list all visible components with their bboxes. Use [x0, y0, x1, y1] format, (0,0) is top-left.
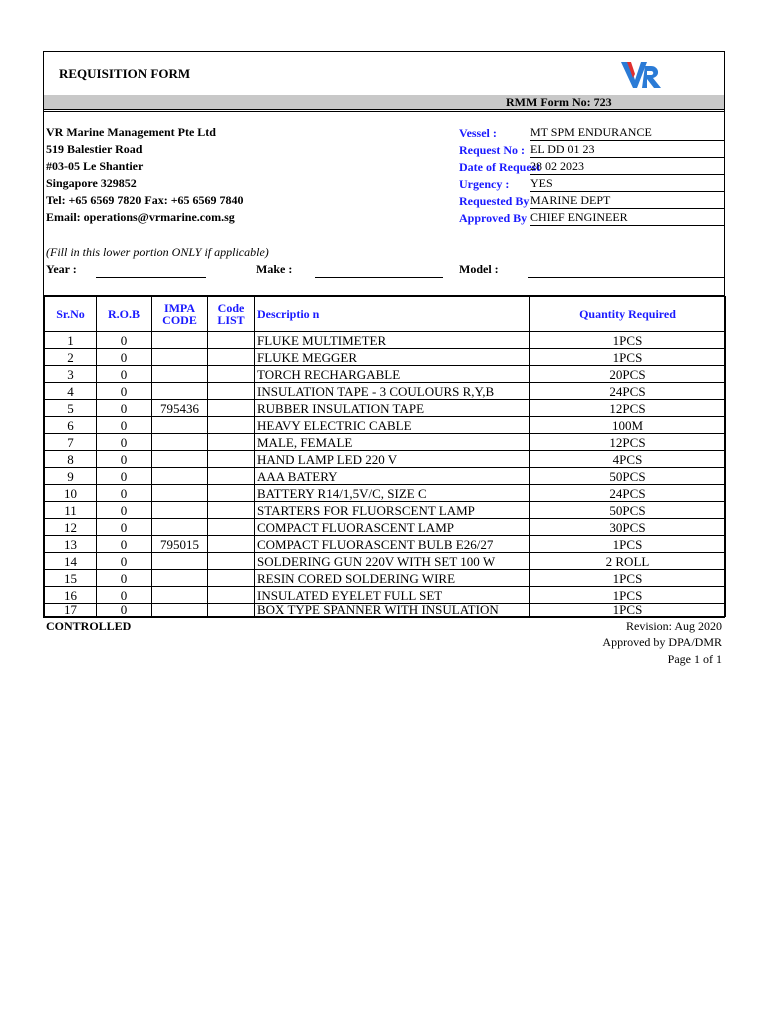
rob-cell: 0 — [97, 434, 152, 451]
description-cell: AAA BATERY — [255, 468, 530, 485]
description-cell: RUBBER INSULATION TAPE — [255, 400, 530, 417]
impa-code-cell — [152, 434, 208, 451]
description-cell: HAND LAMP LED 220 V — [255, 451, 530, 468]
table-row — [45, 570, 726, 587]
sr-no-cell: 5 — [45, 400, 97, 417]
code-list-cell — [208, 332, 255, 349]
controlled-status: CONTROLLED — [46, 619, 132, 633]
quantity-cell: 1PCS — [530, 604, 726, 617]
description-cell: SOLDERING GUN 220V WITH SET 100 W — [255, 553, 530, 570]
approval-text: Approved by DPA/DMR — [602, 635, 722, 649]
table-header-row — [45, 297, 726, 332]
rob-cell: 0 — [97, 502, 152, 519]
table-row — [45, 468, 726, 485]
table-row — [45, 536, 726, 553]
sr-no-cell: 6 — [45, 417, 97, 434]
table-row — [45, 604, 726, 617]
description-cell: STARTERS FOR FLUORSCENT LAMP — [255, 502, 530, 519]
code-list-cell — [208, 519, 255, 536]
table-row — [45, 451, 726, 468]
code-list-cell — [208, 468, 255, 485]
quantity-cell: 24PCS — [530, 485, 726, 502]
table-row — [45, 332, 726, 349]
rob-cell: 0 — [97, 604, 152, 617]
date-value[interactable]: 28 02 2023 — [530, 159, 725, 175]
quantity-cell: 1PCS — [530, 587, 726, 604]
rob-cell: 0 — [97, 536, 152, 553]
rob-cell: 0 — [97, 451, 152, 468]
quantity-cell: 12PCS — [530, 434, 726, 451]
table-row — [45, 519, 726, 536]
form-title: REQUISITION FORM — [59, 66, 191, 81]
impa-code-cell — [152, 485, 208, 502]
page-number: Page 1 of 1 — [667, 652, 722, 666]
table-row — [45, 553, 726, 570]
rob-cell: 0 — [97, 400, 152, 417]
header-impa-code: IMPA CODE — [152, 297, 208, 332]
quantity-cell: 30PCS — [530, 519, 726, 536]
code-list-cell — [208, 417, 255, 434]
code-list-cell — [208, 434, 255, 451]
rob-cell: 0 — [97, 366, 152, 383]
code-list-cell — [208, 553, 255, 570]
requisition-form — [43, 51, 725, 618]
description-cell: TORCH RECHARGABLE — [255, 366, 530, 383]
impa-code-cell — [152, 570, 208, 587]
rob-cell: 0 — [97, 417, 152, 434]
code-list-cell — [208, 349, 255, 366]
sr-no-cell: 4 — [45, 383, 97, 400]
header-rob: R.O.B — [97, 297, 152, 332]
impa-code-cell — [152, 383, 208, 400]
sr-no-cell: 7 — [45, 434, 97, 451]
quantity-cell: 20PCS — [530, 366, 726, 383]
optional-note: (Fill in this lower portion ONLY if applicable) — [46, 245, 269, 259]
description-cell: MALE, FEMALE — [255, 434, 530, 451]
code-list-cell — [208, 451, 255, 468]
sr-no-cell: 1 — [45, 332, 97, 349]
sr-no-cell: 8 — [45, 451, 97, 468]
table-row — [45, 434, 726, 451]
header-code-list: Code LIST — [208, 297, 255, 332]
quantity-cell: 1PCS — [530, 536, 726, 553]
code-list-cell — [208, 366, 255, 383]
code-list-cell — [208, 536, 255, 553]
code-list-cell — [208, 587, 255, 604]
header-sr-no: Sr.No — [45, 297, 97, 332]
sr-no-cell: 13 — [45, 536, 97, 553]
rob-cell: 0 — [97, 332, 152, 349]
rob-cell: 0 — [97, 485, 152, 502]
approved-by-label: Approved By — [459, 211, 528, 225]
description-cell: INSULATED EYELET FULL SET — [255, 587, 530, 604]
header-description: Descriptio n — [255, 297, 530, 332]
description-cell: FLUKE MEGGER — [255, 349, 530, 366]
quantity-cell: 50PCS — [530, 468, 726, 485]
year-field[interactable] — [96, 277, 206, 278]
impa-code-cell — [152, 349, 208, 366]
request-no-label: Request No : — [459, 143, 525, 157]
table-row — [45, 349, 726, 366]
make-label: Make : — [256, 262, 293, 276]
vessel-value[interactable]: MT SPM ENDURANCE — [530, 125, 725, 141]
sr-no-cell: 17 — [45, 604, 97, 617]
sr-no-cell: 10 — [45, 485, 97, 502]
make-field[interactable] — [315, 277, 443, 278]
description-cell: BOX TYPE SPANNER WITH INSULATION — [255, 604, 530, 617]
description-cell: RESIN CORED SOLDERING WIRE — [255, 570, 530, 587]
vessel-label: Vessel : — [459, 126, 497, 140]
company-email: Email: operations@vrmarine.com.sg — [46, 210, 235, 224]
impa-code-cell — [152, 468, 208, 485]
company-phone: Tel: +65 6569 7820 Fax: +65 6569 7840 — [46, 193, 244, 207]
vr-logo-icon — [619, 58, 667, 92]
rob-cell: 0 — [97, 553, 152, 570]
quantity-cell: 4PCS — [530, 451, 726, 468]
table-row — [45, 383, 726, 400]
sr-no-cell: 2 — [45, 349, 97, 366]
quantity-cell: 100M — [530, 417, 726, 434]
rob-cell: 0 — [97, 519, 152, 536]
description-cell: FLUKE MULTIMETER — [255, 332, 530, 349]
impa-code-cell — [152, 366, 208, 383]
impa-code-cell — [152, 332, 208, 349]
table-row — [45, 417, 726, 434]
description-cell: COMPACT FLUORASCENT BULB E26/27 — [255, 536, 530, 553]
year-label: Year : — [46, 262, 77, 276]
requested-by-value[interactable]: MARINE DEPT — [530, 193, 725, 209]
impa-code-cell — [152, 553, 208, 570]
vr-logo — [619, 58, 667, 92]
code-list-cell — [208, 604, 255, 617]
description-cell: INSULATION TAPE - 3 COULOURS R,Y,B — [255, 383, 530, 400]
rob-cell: 0 — [97, 468, 152, 485]
quantity-cell: 1PCS — [530, 332, 726, 349]
impa-code-cell: 795436 — [152, 400, 208, 417]
items-table — [44, 296, 726, 617]
rob-cell: 0 — [97, 587, 152, 604]
impa-code-cell — [152, 519, 208, 536]
quantity-cell: 12PCS — [530, 400, 726, 417]
company-address-3: Singapore 329852 — [46, 176, 137, 190]
table-row — [45, 400, 726, 417]
table-row — [45, 502, 726, 519]
divider — [44, 109, 724, 110]
model-field[interactable] — [528, 277, 724, 278]
table-row — [45, 587, 726, 604]
impa-code-cell — [152, 417, 208, 434]
sr-no-cell: 12 — [45, 519, 97, 536]
impa-code-cell — [152, 587, 208, 604]
impa-code-cell — [152, 604, 208, 617]
company-address-2: #03-05 Le Shantier — [46, 159, 144, 173]
sr-no-cell: 16 — [45, 587, 97, 604]
description-cell: COMPACT FLUORASCENT LAMP — [255, 519, 530, 536]
rob-cell: 0 — [97, 349, 152, 366]
impa-code-cell — [152, 502, 208, 519]
code-list-cell — [208, 570, 255, 587]
revision-text: Revision: Aug 2020 — [625, 619, 722, 633]
rob-cell: 0 — [97, 570, 152, 587]
request-no-value[interactable]: EL DD 01 23 — [530, 142, 725, 158]
urgency-label: Urgency : — [459, 177, 510, 191]
sr-no-cell: 9 — [45, 468, 97, 485]
code-list-cell — [208, 383, 255, 400]
description-cell: HEAVY ELECTRIC CABLE — [255, 417, 530, 434]
code-list-cell — [208, 502, 255, 519]
urgency-value[interactable]: YES — [530, 176, 725, 192]
rob-cell: 0 — [97, 383, 152, 400]
code-list-cell — [208, 400, 255, 417]
divider — [44, 111, 724, 112]
model-label: Model : — [459, 262, 499, 276]
sr-no-cell: 14 — [45, 553, 97, 570]
code-list-cell — [208, 485, 255, 502]
form-number: RMM Form No: 723 — [506, 95, 612, 109]
approved-by-value[interactable]: CHIEF ENGINEER — [530, 210, 725, 226]
form-number-band — [44, 95, 724, 109]
quantity-cell: 1PCS — [530, 570, 726, 587]
requested-by-label: Requested By — [459, 194, 530, 208]
sr-no-cell: 3 — [45, 366, 97, 383]
impa-code-cell — [152, 451, 208, 468]
date-label: Date of Request — [459, 160, 541, 174]
impa-code-cell: 795015 — [152, 536, 208, 553]
header-quantity: Quantity Required — [530, 297, 726, 332]
quantity-cell: 24PCS — [530, 383, 726, 400]
sr-no-cell: 11 — [45, 502, 97, 519]
quantity-cell: 1PCS — [530, 349, 726, 366]
table-row — [45, 366, 726, 383]
company-address-1: 519 Balestier Road — [46, 142, 143, 156]
description-cell: BATTERY R14/1,5V/C, SIZE C — [255, 485, 530, 502]
table-row — [45, 485, 726, 502]
quantity-cell: 2 ROLL — [530, 553, 726, 570]
company-name: VR Marine Management Pte Ltd — [46, 125, 216, 139]
sr-no-cell: 15 — [45, 570, 97, 587]
quantity-cell: 50PCS — [530, 502, 726, 519]
